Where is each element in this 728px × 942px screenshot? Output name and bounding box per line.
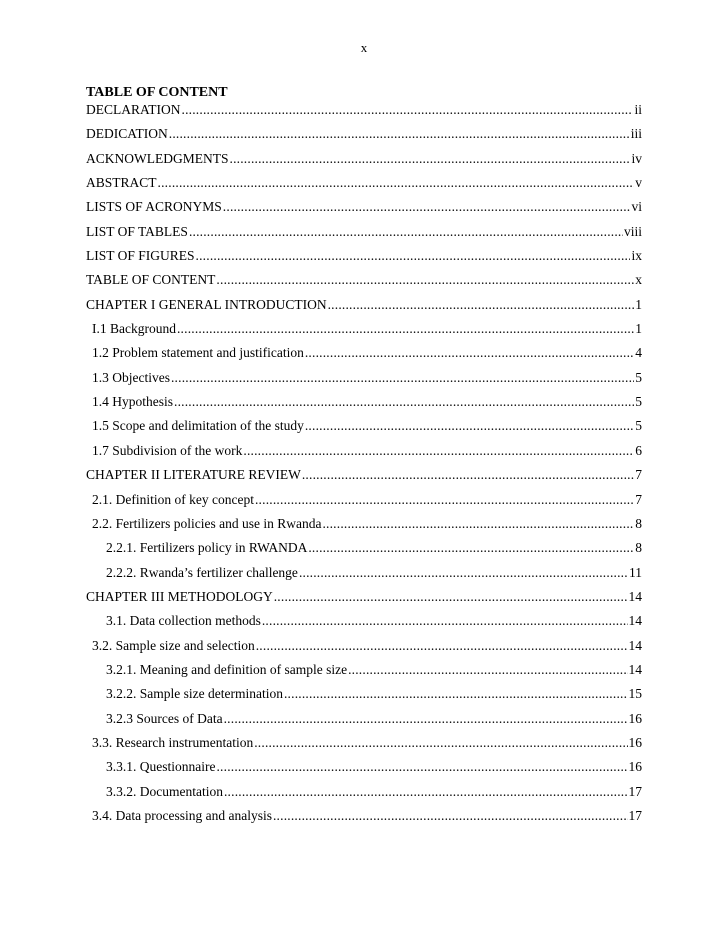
toc-entry[interactable]	[86, 612, 642, 636]
toc-entry-page-number: ii	[634, 102, 642, 117]
toc-entry[interactable]	[86, 539, 642, 563]
dot-leader	[177, 320, 634, 337]
toc-entry-page-number: v	[635, 175, 642, 191]
dot-leader	[348, 661, 627, 678]
toc-entry[interactable]	[86, 271, 642, 295]
dot-leader	[328, 296, 635, 313]
toc-entry-page-number: ix	[631, 248, 642, 264]
dot-leader	[224, 783, 628, 800]
dot-leader	[182, 101, 634, 118]
toc-entry-text: LIST OF FIGURES	[86, 248, 195, 264]
toc-entry[interactable]	[86, 588, 642, 612]
toc-entry-page-number: 5	[635, 394, 642, 410]
dot-leader	[189, 223, 623, 240]
dot-leader	[273, 807, 628, 824]
dot-leader	[305, 417, 634, 434]
toc-entry[interactable]	[86, 758, 642, 782]
dot-leader	[305, 344, 634, 361]
toc-entry-page-number: iii	[630, 126, 642, 142]
toc-entry-text: 1.2 Problem statement and justification	[92, 345, 304, 361]
toc-entry-page-number: 7	[635, 467, 642, 483]
toc-entry-text: ABSTRACT	[86, 175, 157, 191]
dot-leader	[174, 393, 634, 410]
table-of-contents	[86, 84, 642, 831]
toc-entry-text: CHAPTER I GENERAL INTRODUCTION	[86, 296, 327, 312]
dot-leader	[284, 685, 628, 702]
dot-leader	[230, 150, 631, 167]
toc-entry[interactable]	[86, 369, 642, 393]
dot-leader	[216, 271, 634, 288]
dot-leader	[308, 539, 634, 556]
toc-entry-page-number: 1	[635, 296, 642, 312]
toc-entry[interactable]	[86, 710, 642, 734]
toc-entry[interactable]	[86, 661, 642, 685]
toc-entry-page-number: vi	[631, 199, 642, 215]
toc-entry[interactable]	[86, 442, 642, 466]
toc-entry-text: ACKNOWLEDGMENTS	[86, 150, 229, 166]
toc-entry-text: 2.2.1. Fertilizers policy in RWANDA	[106, 540, 308, 556]
toc-entry[interactable]	[86, 564, 642, 588]
toc-entry-page-number: 14	[628, 661, 642, 677]
toc-entry-text: 1.4 Hypothesis	[92, 394, 173, 410]
toc-entry-text: 2.1. Definition of key concept	[92, 491, 254, 507]
toc-entry[interactable]	[86, 150, 642, 174]
dot-leader	[256, 637, 628, 654]
toc-entry[interactable]	[86, 223, 642, 247]
toc-entry-text: TABLE OF CONTENT	[86, 272, 216, 288]
toc-entry-text: 2.2.2. Rwanda’s fertilizer challenge	[106, 564, 298, 580]
toc-entry-text: 3.3.1. Questionnaire	[106, 759, 216, 775]
toc-entry-page-number: 1	[635, 321, 642, 337]
toc-entry[interactable]	[86, 734, 642, 758]
dot-leader	[224, 710, 628, 727]
toc-entry-text: 1.5 Scope and delimitation of the study	[92, 418, 304, 434]
dot-leader	[216, 758, 627, 775]
toc-entry[interactable]	[86, 515, 642, 539]
toc-entry[interactable]	[86, 393, 642, 417]
toc-entry-text: 3.2.3 Sources of Data	[106, 710, 223, 726]
toc-entry[interactable]	[86, 344, 642, 368]
toc-entry-page-number: 8	[635, 540, 642, 556]
dot-leader	[196, 247, 631, 264]
toc-entry-page-number: iv	[631, 150, 642, 166]
dot-leader	[302, 466, 634, 483]
toc-entry-page-number: 17	[628, 783, 642, 799]
toc-entry-text: 3.2. Sample size and selection	[92, 637, 255, 653]
toc-entry-text: 3.3.2. Documentation	[106, 783, 223, 799]
toc-entry[interactable]	[86, 296, 642, 320]
toc-entry-page-number: 16	[628, 710, 642, 726]
dot-leader	[158, 174, 635, 191]
toc-entry[interactable]	[86, 637, 642, 661]
toc-entry[interactable]	[86, 807, 642, 831]
toc-entry-page-number: 4	[635, 345, 642, 361]
dot-leader	[262, 612, 628, 629]
toc-entry-text: 3.1. Data collection methods	[106, 613, 261, 629]
dot-leader	[169, 125, 630, 142]
toc-entry-page-number: 6	[635, 442, 642, 458]
toc-entry-text: LISTS OF ACRONYMS	[86, 199, 222, 215]
toc-entry[interactable]	[86, 101, 642, 125]
toc-entry-text: DEDICATION	[86, 126, 168, 142]
toc-entry[interactable]	[86, 320, 642, 344]
toc-entry-text: 3.4. Data processing and analysis	[92, 807, 272, 823]
toc-entry[interactable]	[86, 685, 642, 709]
toc-entry-text: 3.2.1. Meaning and definition of sample size	[106, 661, 348, 677]
toc-entry[interactable]	[86, 198, 642, 222]
toc-title: TABLE OF CONTENT	[86, 85, 228, 100]
toc-entry-text: 3.2.2. Sample size determination	[106, 686, 283, 702]
toc-entry-page-number: x	[635, 272, 642, 288]
toc-entry-page-number: viii	[623, 223, 642, 239]
toc-entry-page-number: 7	[635, 491, 642, 507]
toc-entry[interactable]	[86, 417, 642, 441]
dot-leader	[223, 198, 631, 215]
toc-entry-text: DECLARATION	[86, 102, 181, 117]
toc-entry-page-number: 14	[628, 588, 642, 604]
toc-entry-text: CHAPTER II LITERATURE REVIEW	[86, 467, 301, 483]
toc-entry-text: 1.3 Objectives	[92, 369, 170, 385]
toc-entry-text: 1.7 Subdivision of the work	[92, 442, 243, 458]
dot-leader	[299, 564, 628, 581]
toc-entry-page-number: 14	[628, 637, 642, 653]
toc-entry-page-number: 17	[628, 807, 642, 823]
toc-entry[interactable]	[86, 491, 642, 515]
toc-entry[interactable]	[86, 174, 642, 198]
toc-entry-text: LIST OF TABLES	[86, 223, 188, 239]
dot-leader	[322, 515, 634, 532]
toc-entry-page-number: 15	[628, 686, 642, 702]
dot-leader	[254, 734, 627, 751]
toc-entry-text: CHAPTER III METHODOLOGY	[86, 588, 273, 604]
toc-entry-page-number: 16	[628, 759, 642, 775]
toc-entry-page-number: 14	[628, 613, 642, 629]
toc-entry-page-number: 5	[635, 418, 642, 434]
toc-entry-page-number: 8	[635, 515, 642, 531]
toc-entry[interactable]	[86, 125, 642, 149]
toc-entry-text: 2.2. Fertilizers policies and use in Rwanda	[92, 515, 322, 531]
toc-entry[interactable]	[86, 247, 642, 271]
toc-entry-page-number: 5	[635, 369, 642, 385]
page-number: x	[360, 40, 368, 55]
toc-entry[interactable]	[86, 466, 642, 490]
dot-leader	[255, 491, 634, 508]
toc-entry-page-number: 11	[629, 564, 642, 580]
toc-entry-list	[86, 101, 642, 831]
dot-leader	[171, 369, 634, 386]
toc-entry-text: 3.3. Research instrumentation	[92, 734, 254, 750]
toc-entry[interactable]	[86, 783, 642, 807]
toc-entry-page-number: 16	[628, 734, 642, 750]
dot-leader	[243, 442, 634, 459]
dot-leader	[274, 588, 628, 605]
toc-entry-text: I.1 Background	[92, 321, 176, 337]
